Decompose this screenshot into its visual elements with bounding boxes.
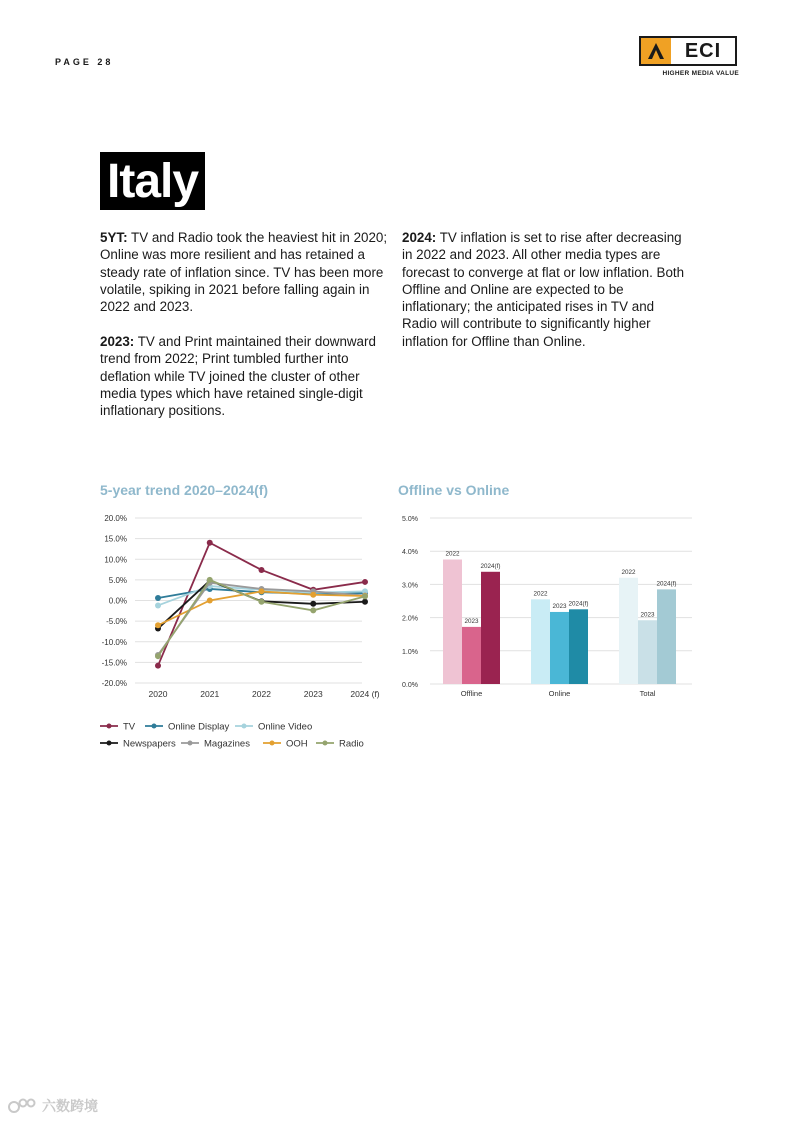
x-tick-label: 2022 [252,689,271,699]
y-tick-label: 0.0% [108,596,127,606]
data-point [207,540,213,546]
x-tick-label: Online [548,689,571,698]
y-tick-label: -5.0% [106,617,127,627]
y-tick-label: -15.0% [101,658,127,668]
legend-label: TV [123,721,136,733]
y-tick-label: -20.0% [101,679,127,688]
data-point [155,663,161,669]
data-point [310,601,316,607]
legend-label: Online Video [258,721,313,733]
data-point [259,567,265,573]
data-point [207,598,213,604]
legend-swatch-marker [107,741,112,746]
y-tick-label: 5.0% [108,575,127,585]
y-tick-label: 10.0% [104,555,127,565]
paragraph-lead: 2024: [402,230,437,245]
paragraph-text: TV inflation is set to rise after decreasing in 2022 and 2023. All other media types are forecast to converge at flat or low inflation. Both Offline and Online are expected to be inflationary; the anticipated rises in TV and Radio will contribute to significantly higher inflation for Offline than Online. [402,230,685,349]
watermark-text: 六数跨境 [42,1098,98,1114]
legend-label: Magazines [204,738,250,750]
data-point [362,599,368,605]
offline-online-bar-chart [395,505,705,705]
data-point [155,653,161,659]
eci-logo [639,36,739,77]
trend-chart-title: 5-year trend 2020–2024(f) [100,482,269,498]
legend-swatch-marker [323,741,328,746]
paragraph-2024 [402,229,692,350]
offline-online-chart-title: Offline vs Online [398,482,510,498]
page-title: Italy [100,152,205,210]
data-point [310,607,316,613]
x-tick-label: Offline [460,689,483,698]
legend-label: Newspapers [123,738,176,750]
y-tick-label: 0.0% [402,682,418,689]
legend-swatch-marker [242,724,247,729]
paragraph-5yt [100,229,390,315]
eci-a-icon [641,38,671,64]
watermark [8,1096,98,1116]
paragraph-text: TV and Radio took the heaviest hit in 2020; Online was more resilient and has retained a steady rate of inflation since. TV has been more volatile, spiking in 2021 before falling again in 2022 and 2023. [100,230,388,315]
paragraph-2023 [100,333,390,419]
y-tick-label: 4.0% [402,549,418,557]
bar [531,599,550,684]
data-point [259,599,265,605]
paragraph-lead: 5YT: [100,230,128,245]
data-point [155,602,161,608]
x-tick-label: 2020 [148,689,168,699]
x-tick-label: 2023 [303,689,323,699]
series-line [158,591,365,625]
bar-value-label: 2022 [621,568,636,576]
x-tick-label: Total [639,689,656,698]
bar [657,589,676,684]
bar [638,620,657,684]
bar-value-label: 2022 [533,590,548,598]
data-point [362,593,368,599]
y-tick-label: 2.0% [402,615,418,623]
bar-value-label: 2023 [640,611,655,619]
bar-value-label: 2023 [464,617,479,625]
bar-value-label: 2022 [445,550,460,558]
bar [462,627,481,684]
bar [569,609,588,684]
bar-value-label: 2024(f) [656,580,677,588]
data-point [155,595,161,601]
bar-value-label: 2024(f) [480,562,501,570]
y-tick-label: 20.0% [104,514,127,523]
legend-label: Online Display [168,721,230,733]
y-tick-label: -10.0% [101,637,127,647]
bar [443,560,462,685]
x-tick-label: 2021 [200,689,220,699]
legend-swatch-marker [107,724,112,729]
bar [550,612,569,684]
bar [481,572,500,684]
data-point [259,588,265,594]
legend-swatch-marker [270,741,275,746]
legend-label: Radio [339,738,364,750]
y-tick-label: 3.0% [402,582,418,590]
logo-tagline: HIGHER MEDIA VALUE [662,70,739,77]
y-tick-label: 1.0% [402,648,418,656]
data-point [310,592,316,598]
bar [619,578,638,684]
bar-value-label: 2023 [552,602,567,610]
legend-swatch-marker [152,724,157,729]
data-point [207,577,213,583]
watermark-logo-icon [8,1098,38,1114]
bar-value-label: 2024(f) [568,600,589,608]
data-point [155,622,161,628]
paragraph-text: TV and Print maintained their downward trend from 2022; Print tumbled further into deflation while TV joined the cluster of other media types which have retained single-digit inflationary positions. [100,334,376,419]
legend-swatch-marker [188,741,193,746]
y-tick-label: 5.0% [402,516,418,523]
legend-label: OOH [286,738,308,750]
paragraph-lead: 2023: [100,334,135,349]
trend-line-chart [95,505,385,760]
y-tick-label: 15.0% [104,534,127,544]
data-point [362,579,368,585]
logo-text: ECI [684,39,722,62]
page-number: PAGE 28 [55,57,114,67]
x-tick-label: 2024 (f) [350,689,380,699]
